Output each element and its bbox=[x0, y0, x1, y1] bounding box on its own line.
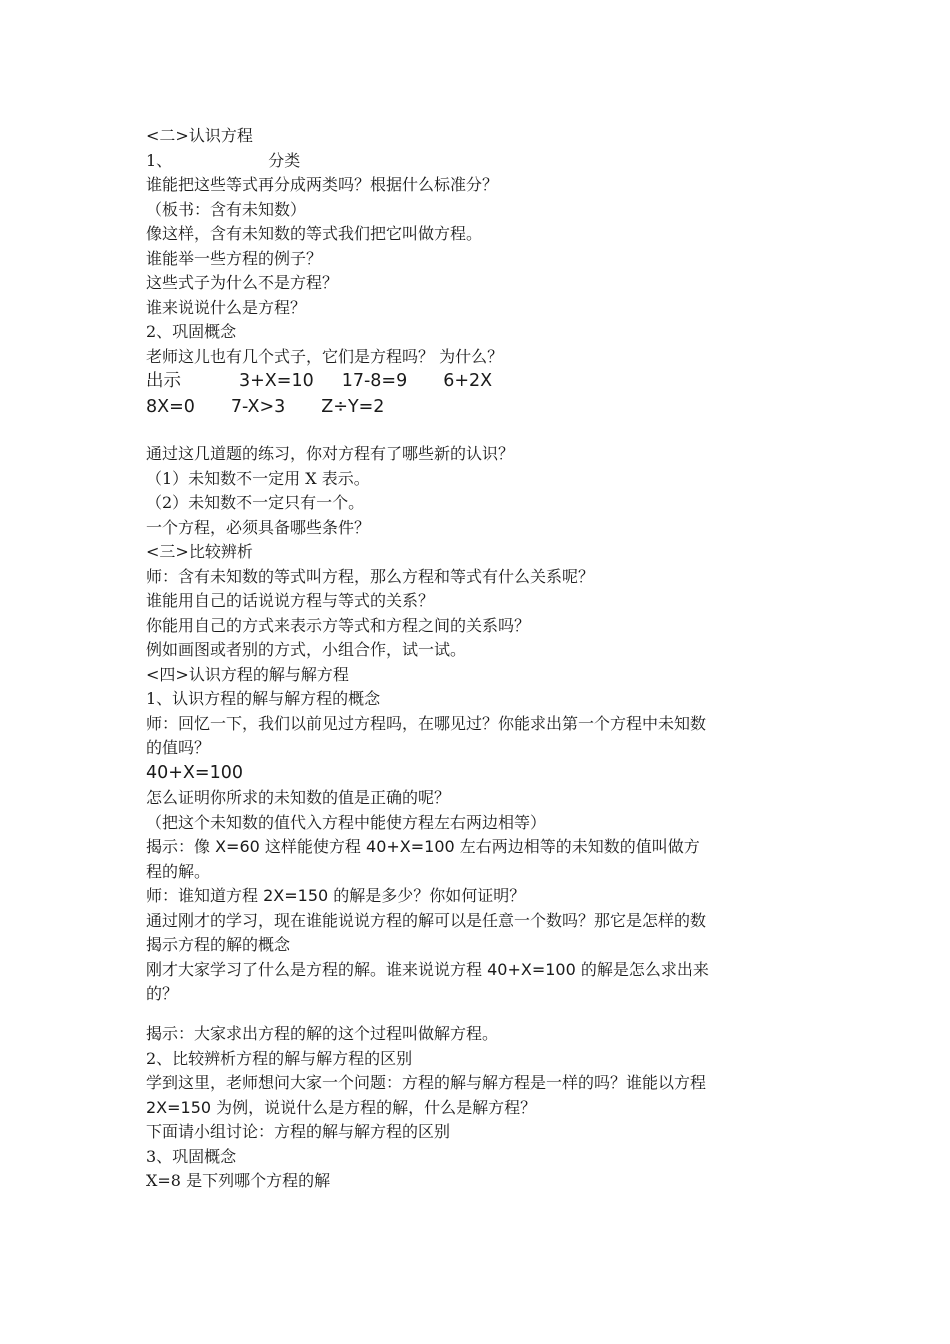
text-fragment: 师：谁知道方程 bbox=[146, 886, 264, 905]
text-line: 谁能举一些方程的例子？ bbox=[146, 248, 323, 268]
blank-line bbox=[146, 420, 811, 442]
text-line: 像这样，含有未知数的等式我们把它叫做方程。 bbox=[146, 224, 483, 243]
text-line-mixed bbox=[146, 958, 811, 983]
expression: 7-X>3 bbox=[230, 396, 286, 417]
inline-equation: 40+X=100 bbox=[366, 837, 455, 856]
expression: 17-8=9 bbox=[341, 371, 408, 391]
expressions-row-2 bbox=[146, 395, 811, 421]
section-heading-2: <二>认识方程 bbox=[146, 126, 253, 145]
section-heading-4: <四>认识方程的解与解方程 bbox=[146, 664, 349, 684]
text-line: X=8 是下列哪个方程的解 bbox=[146, 1171, 331, 1190]
text-line: 这些式子为什么不是方程？ bbox=[146, 273, 339, 292]
label-show: 出示 bbox=[146, 371, 181, 391]
text-line: 老师这儿也有几个式子，它们是方程吗？ 为什么？ bbox=[146, 346, 504, 366]
text-line: 通过这几道题的练习，你对方程有了哪些新的认识？ bbox=[146, 444, 515, 463]
text-line: 学到这里，老师想问大家一个问题：方程的解与解方程是一样的吗？谁能以方程 bbox=[146, 1073, 707, 1092]
text-line-mixed bbox=[146, 1096, 811, 1121]
expression: 8X=0 bbox=[146, 396, 195, 417]
subsection-3: 3、巩固概念 bbox=[146, 1146, 237, 1166]
subsection-1-concept: 1、认识方程的解与解方程的概念 bbox=[146, 689, 381, 708]
text-line: 怎么证明你所求的未知数的值是正确的呢？ bbox=[146, 788, 451, 807]
text-line-mixed bbox=[146, 884, 811, 909]
text-line: 师：回忆一下，我们以前见过方程吗，在哪见过？你能求出第一个方程中未知数 bbox=[146, 713, 707, 733]
subsection-2-compare: 2、比较辨析方程的解与解方程的区别 bbox=[146, 1048, 413, 1068]
text-fragment: 的解是怎么求出来 bbox=[575, 959, 709, 979]
inline-equation: 2X=150 bbox=[146, 1097, 212, 1117]
text-line: （把这个未知数的值代入方程中能使方程左右两边相等） bbox=[146, 812, 547, 832]
subsection-1-classify bbox=[146, 149, 811, 174]
text-line: 揭示方程的解的概念 bbox=[146, 935, 291, 954]
text-fragment: 刚才大家学习了什么是方程的解。谁来说说方程 bbox=[146, 959, 488, 979]
text-line: 通过刚才的学习，现在谁能说说方程的解可以是任意一个数吗？那它是怎样的数 bbox=[146, 910, 707, 930]
text-line: 下面请小组讨论：方程的解与解方程的区别 bbox=[146, 1122, 451, 1141]
text-line: 揭示：大家求出方程的解的这个过程叫做解方程。 bbox=[146, 1024, 499, 1043]
text-line: 你能用自己的方式来表示方等式和方程之间的关系吗？ bbox=[146, 615, 531, 635]
expression: 3+X=10 bbox=[239, 371, 314, 391]
item-number: 1、 bbox=[146, 150, 173, 170]
inline-equation: 2X=150 bbox=[263, 886, 329, 905]
document-page bbox=[146, 124, 811, 1194]
text-line: 程的解。 bbox=[146, 861, 211, 881]
text-fragment: 左右两边相等的未知数的值叫做方 bbox=[454, 837, 700, 856]
text-fragment: 这样能使方程 bbox=[259, 837, 367, 856]
expressions-row-1 bbox=[146, 369, 811, 395]
expression: Z÷Y=2 bbox=[321, 396, 385, 417]
text-line: 谁能用自己的话说说方程与等式的关系？ bbox=[146, 591, 435, 610]
text-line: 的？ bbox=[146, 984, 179, 1003]
text-line: （板书：含有未知数） bbox=[146, 199, 307, 219]
text-line: （1）未知数不一定用 X 表示。 bbox=[146, 468, 370, 488]
text-line: 谁能把这些等式再分成两类吗？根据什么标准分？ bbox=[146, 175, 499, 194]
text-fragment: 揭示：像 bbox=[146, 837, 216, 856]
text-line: 例如画图或者别的方式，小组合作，试一试。 bbox=[146, 640, 467, 659]
inline-equation: X=60 bbox=[215, 837, 260, 856]
text-line: 一个方程，必须具备哪些条件？ bbox=[146, 517, 371, 537]
item-title: 分类 bbox=[268, 150, 301, 170]
text-line: 的值吗？ bbox=[146, 738, 211, 757]
text-line: 谁来说说什么是方程？ bbox=[146, 297, 307, 317]
text-fragment: 的解是多少？你如何证明？ bbox=[328, 886, 526, 905]
text-line-mixed bbox=[146, 835, 811, 860]
text-fragment: 为例，说说什么是方程的解，什么是解方程？ bbox=[211, 1097, 537, 1117]
equation: 40+X=100 bbox=[146, 762, 243, 783]
text-line: 师：含有未知数的等式叫方程，那么方程和等式有什么关系呢？ bbox=[146, 566, 595, 586]
inline-equation: 40+X=100 bbox=[487, 959, 576, 979]
expression: 6+2X bbox=[443, 371, 493, 391]
section-heading-3: <三>比较辨析 bbox=[146, 542, 253, 561]
text-line: （2）未知数不一定只有一个。 bbox=[146, 493, 365, 512]
subsection-2: 2、巩固概念 bbox=[146, 322, 237, 341]
